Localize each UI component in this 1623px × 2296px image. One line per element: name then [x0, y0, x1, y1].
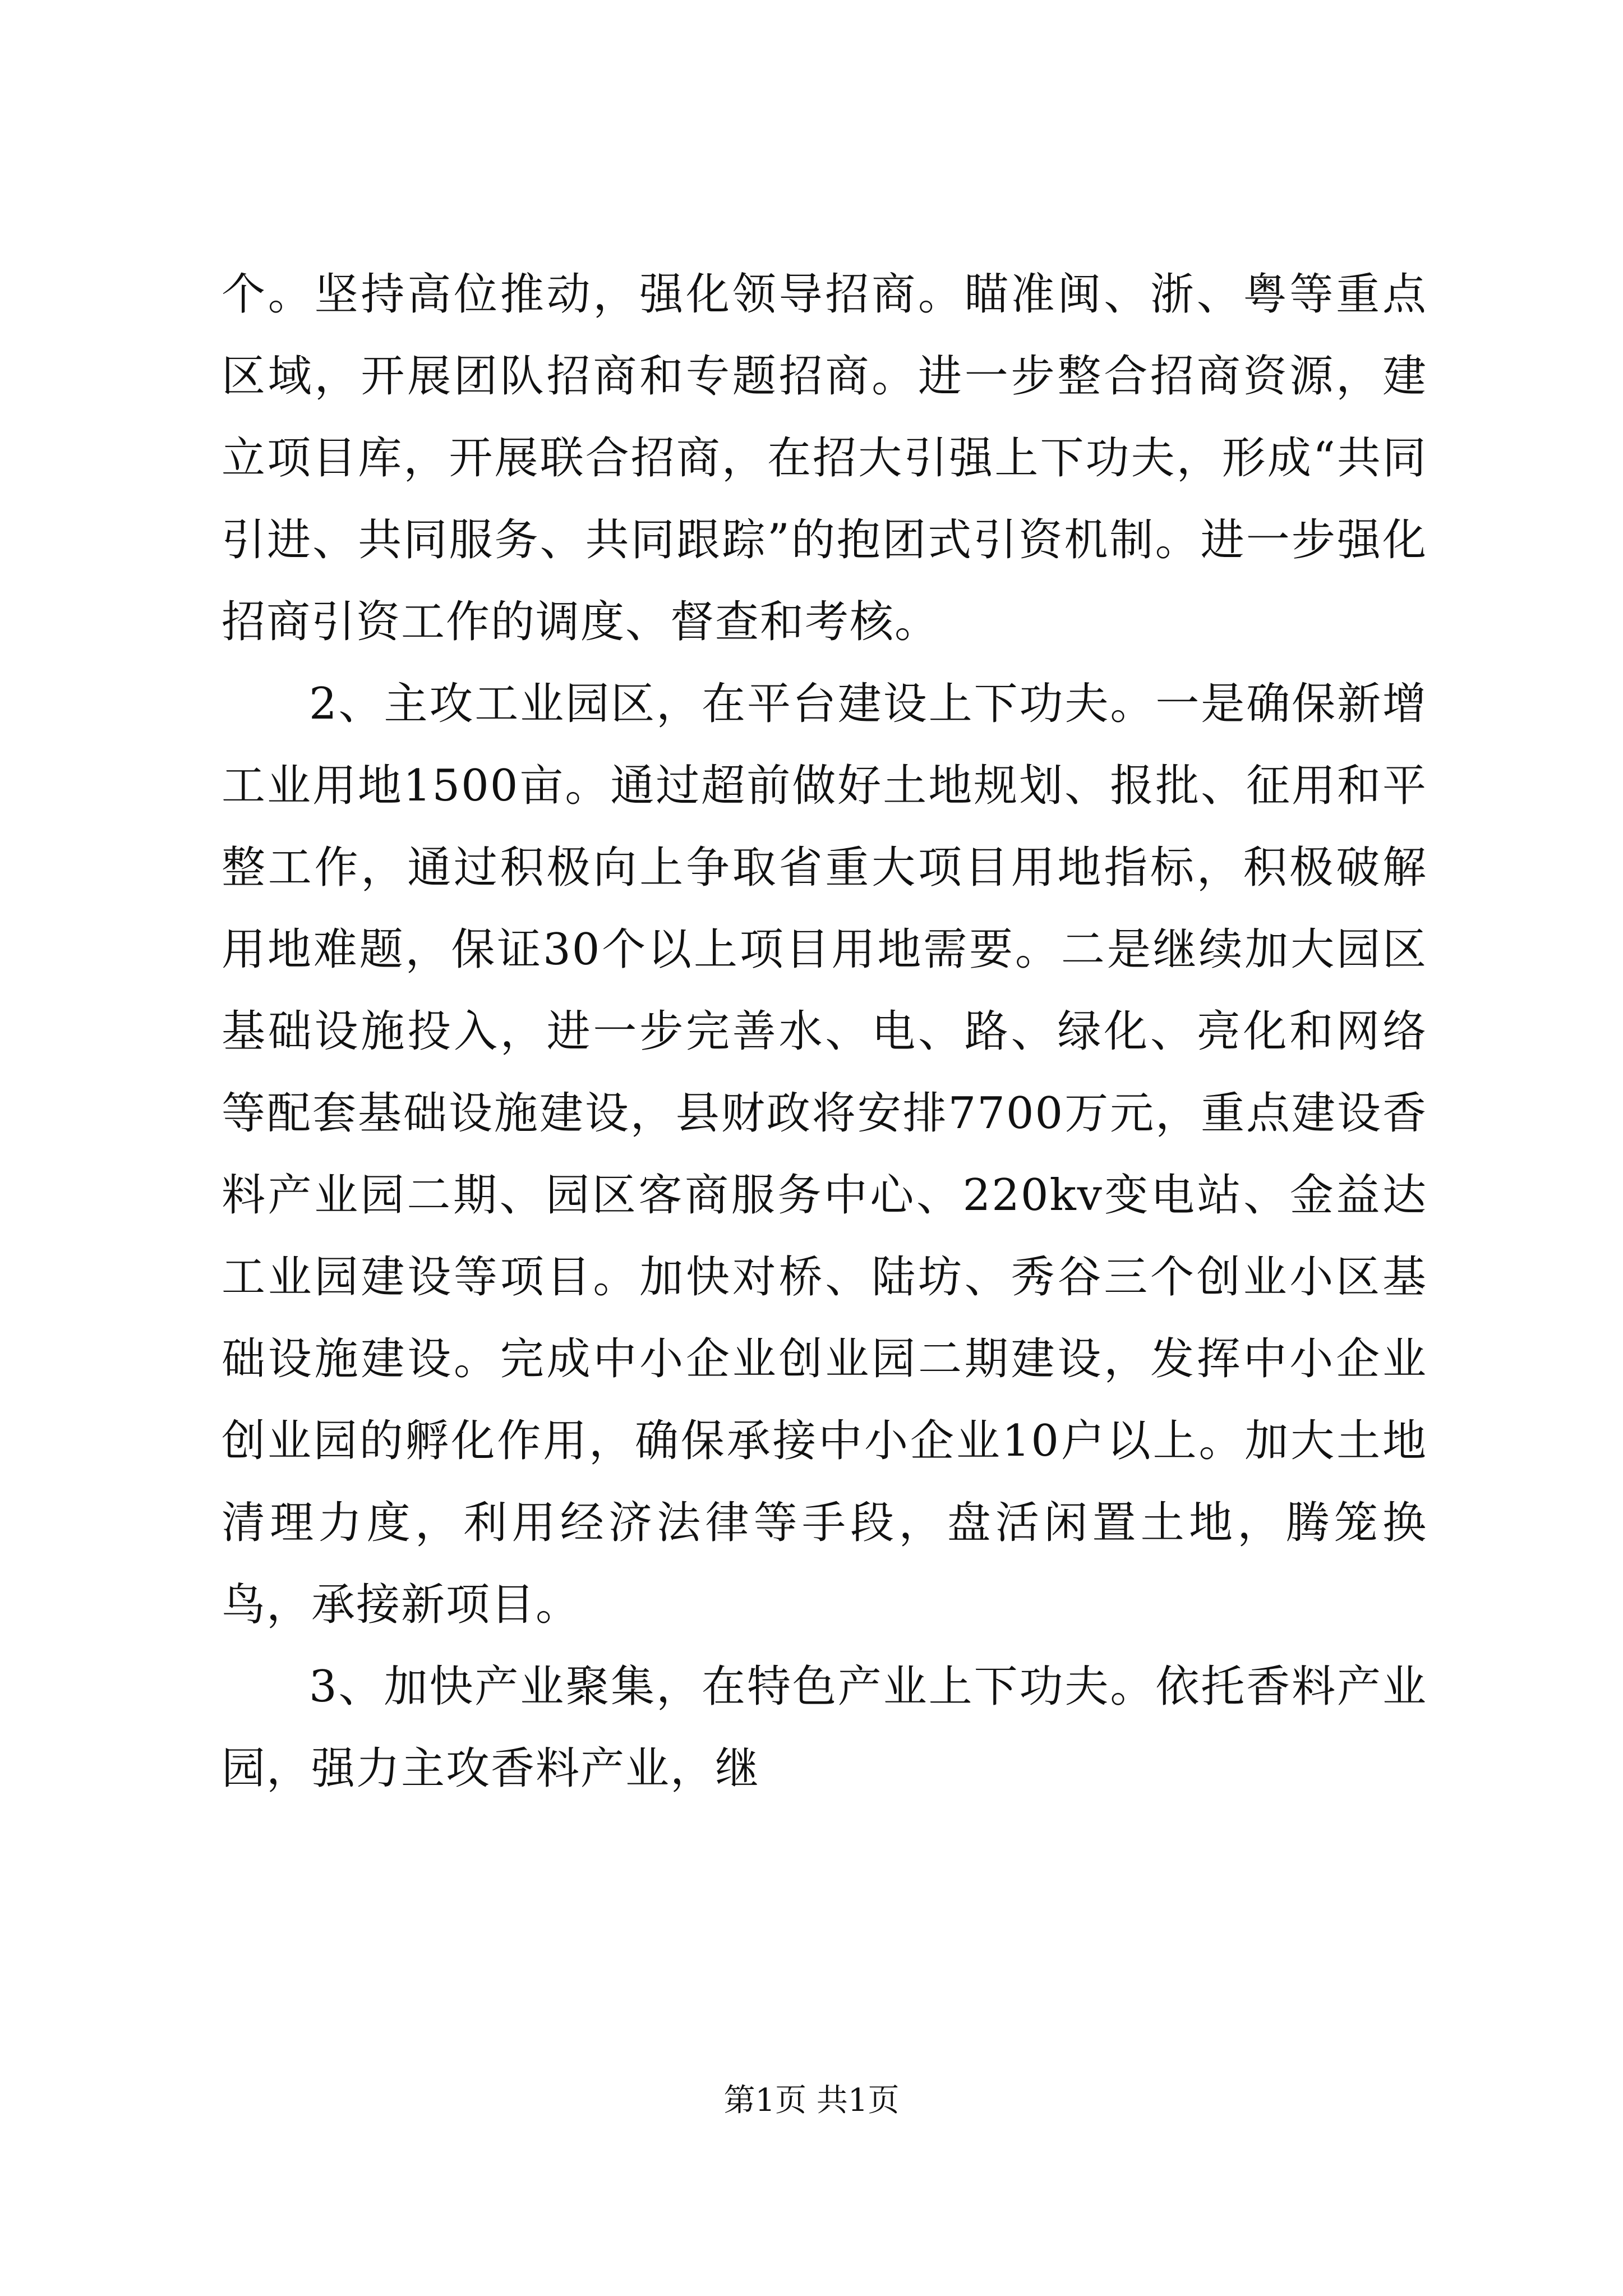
paragraph-industrial-park: 2、主攻工业园区，在平台建设上下功夫。一是确保新增工业用地1500亩。通过超前做好土地规划、报批、征用和平整工作，通过积极向上争取省重大项目用地指标，积极破解用地难题，保证30个以上项目用地需要。二是继续加大园区基础设施投入，进一步完善水、电、路、绿化、亮化和网络等配套基础设施建设，县财政将安排7700万元，重点建设香料产业园二期、园区客商服务中心、220kv变电站、金益达工业园建设等项目。加快对桥、陆坊、秀谷三个创业小区基础设施建设。完成中小企业创业园二期建设，发挥中小企业创业园的孵化作用，确保承接中小企业10户以上。加大土地清理力度，利用经济法律等手段，盘活闲置土地，腾笼换鸟，承接新项目。 — [222, 679, 1427, 1630]
paragraph-industry-cluster: 3、加快产业聚集，在特色产业上下功夫。依托香料产业园，强力主攻香料产业，继 — [222, 1662, 1427, 1794]
document-body — [222, 254, 1427, 1810]
page-footer: 第1页 共1页 — [723, 2082, 900, 2119]
paragraph-continued-text: 个。坚持高位推动，强化领导招商。瞄准闽、浙、粤等重点区域，开展团队招商和专题招商。进一步整合招商资源，建立项目库，开展联合招商，在招大引强上下功夫，形成“共同引进、共同服务、共同跟踪”的抱团式引资机制。进一步强化招商引资工作的调度、督查和考核。 — [222, 269, 1427, 647]
